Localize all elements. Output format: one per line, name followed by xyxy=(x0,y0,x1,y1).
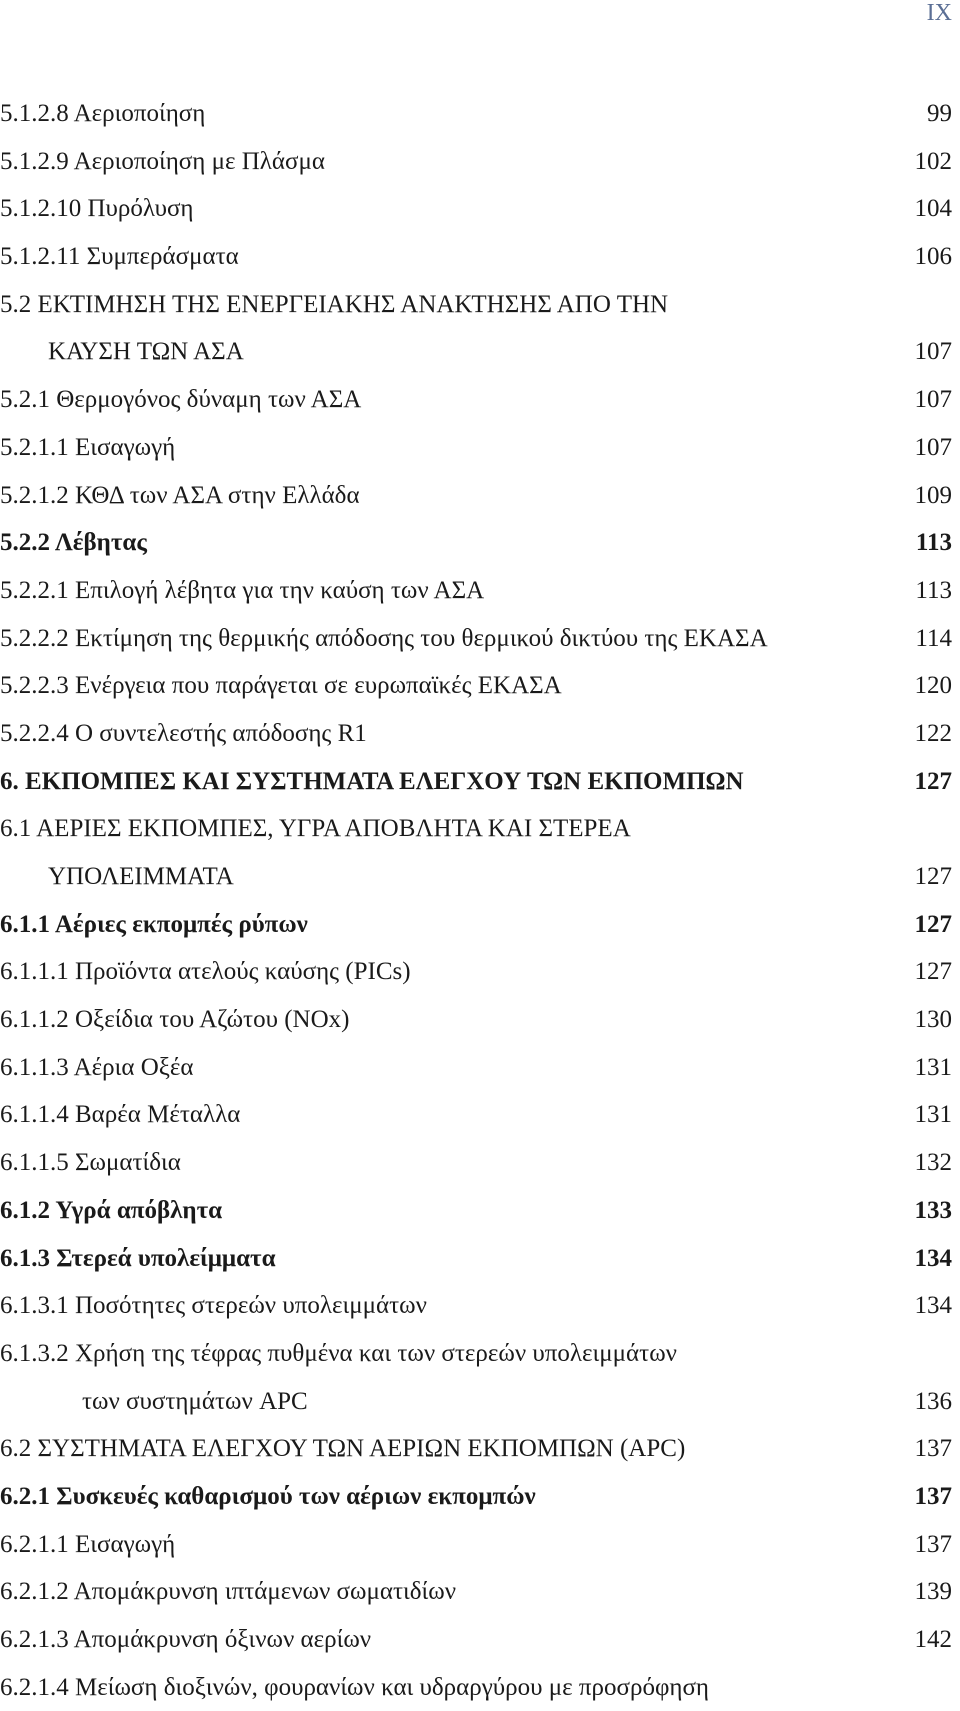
toc-entry-title: 6.2 ΣΥΣΤΗΜΑΤΑ ΕΛΕΓΧΟΥ ΤΩΝ ΑΕΡΙΩΝ ΕΚΠΟΜΠΩΝ (APC) xyxy=(0,1435,686,1463)
toc-entry-title: ΚΑΥΣΗ ΤΩΝ ΑΣΑ xyxy=(48,338,244,366)
toc-entry[interactable] xyxy=(0,710,952,758)
toc-entry[interactable] xyxy=(0,567,952,615)
toc-entry[interactable] xyxy=(0,1616,952,1664)
toc-entry-page-number: 99 xyxy=(927,100,952,127)
toc-entry-title: ΥΠΟΛΕΙΜΜΑΤΑ xyxy=(48,863,234,890)
toc-entry-page-number: 127 xyxy=(914,958,952,986)
toc-entry[interactable] xyxy=(0,376,952,424)
toc-entry[interactable] xyxy=(0,948,952,996)
toc-entry-title: 5.2.2.1 Επιλογή λέβητα για την καύση των ΑΣΑ xyxy=(0,576,485,604)
toc-entry-page-number: 107 xyxy=(914,433,952,461)
toc-entry[interactable] xyxy=(0,1664,952,1711)
toc-entry-title: 5.2.2.3 Ενέργεια που παράγεται σε ευρωπαϊκές ΕΚΑΣΑ xyxy=(0,672,562,700)
toc-entry[interactable] xyxy=(0,328,952,376)
toc-entry-page-number: 139 xyxy=(914,1578,952,1606)
toc-entry-page-number: 134 xyxy=(914,1244,952,1272)
toc-entry[interactable] xyxy=(0,662,952,710)
toc-entry[interactable] xyxy=(0,1521,952,1569)
toc-entry[interactable] xyxy=(0,519,952,567)
toc-entry[interactable] xyxy=(0,424,952,472)
toc-entry-title: 5.2.2 Λέβητας xyxy=(0,529,147,557)
toc-entry[interactable] xyxy=(0,185,952,233)
toc-entry[interactable] xyxy=(0,472,952,520)
page-number: IX xyxy=(926,0,952,26)
toc-entry-title: 6.1.2 Υγρά απόβλητα xyxy=(0,1196,223,1224)
toc-entry-page-number: 137 xyxy=(914,1530,952,1558)
toc-entry-page-number: 134 xyxy=(914,1292,952,1320)
toc-entry-title: 5.2.2.4 Ο συντελεστής απόδοσης R1 xyxy=(0,719,367,747)
toc-entry-page-number: 113 xyxy=(915,529,952,557)
toc-entry[interactable] xyxy=(0,90,952,138)
toc-entry[interactable] xyxy=(0,233,952,281)
table-of-contents xyxy=(0,90,952,1711)
toc-entry-title: 6. ΕΚΠΟΜΠΕΣ ΚΑΙ ΣΥΣΤΗΜΑΤΑ ΕΛΕΓΧΟΥ ΤΩΝ ΕΚΠΟΜΠΩΝ xyxy=(0,767,744,795)
toc-entry-title: 6.1.3 Στερεά υπολείμματα xyxy=(0,1244,276,1272)
toc-entry-title: 6.2.1.1 Εισαγωγή xyxy=(0,1530,176,1558)
toc-entry-page-number: 127 xyxy=(914,767,952,795)
toc-entry-page-number: 131 xyxy=(914,1101,952,1129)
toc-entry[interactable] xyxy=(0,758,952,806)
toc-entry-page-number: 136 xyxy=(914,1387,952,1415)
toc-entry-page-number: 137 xyxy=(914,1482,952,1510)
toc-entry-title: 6.1.3.1 Ποσότητες στερεών υπολειμμάτων xyxy=(0,1292,427,1320)
toc-entry-title: 6.1.1 Αέριες εκπομπές ρύπων xyxy=(0,910,308,938)
toc-entry-title: 6.1.1.3 Αέρια Οξέα xyxy=(0,1053,194,1081)
toc-entry-page-number: 131 xyxy=(914,1053,952,1081)
toc-entry-title: 5.2.1.2 ΚΘΔ των ΑΣΑ στην Ελλάδα xyxy=(0,481,360,509)
toc-entry[interactable] xyxy=(0,1378,952,1426)
toc-entry-page-number: 104 xyxy=(914,195,952,223)
toc-entry[interactable] xyxy=(0,901,952,949)
toc-entry[interactable] xyxy=(0,1091,952,1139)
toc-entry[interactable] xyxy=(0,281,952,329)
toc-entry-title: 6.2.1 Συσκευές καθαρισμού των αέριων εκπομπών xyxy=(0,1482,536,1510)
toc-entry[interactable] xyxy=(0,1282,952,1330)
toc-entry-title: 5.2 ΕΚΤΙΜΗΣΗ ΤΗΣ ΕΝΕΡΓΕΙΑΚΗΣ ΑΝΑΚΤΗΣΗΣ ΑΠΟ ΤΗΝ xyxy=(0,290,669,318)
toc-entry-page-number: 132 xyxy=(914,1149,952,1177)
toc-entry[interactable] xyxy=(0,1473,952,1521)
toc-entry[interactable] xyxy=(0,996,952,1044)
toc-entry-title: 6.1 ΑΕΡΙΕΣ ΕΚΠΟΜΠΕΣ, ΥΓΡΑ ΑΠΟΒΛΗΤΑ ΚΑΙ ΣΤΕΡΕΑ xyxy=(0,815,631,843)
toc-entry-page-number: 122 xyxy=(914,719,952,747)
toc-entry-page-number: 102 xyxy=(914,147,952,175)
toc-entry-title: 5.1.2.9 Αεριοποίηση με Πλάσμα xyxy=(0,147,325,175)
toc-entry-page-number: 107 xyxy=(914,386,952,414)
toc-entry-title: 6.1.3.2 Χρήση της τέφρας πυθμένα και των στερεών υπολειμμάτων xyxy=(0,1339,677,1367)
toc-entry-title: 6.1.1.5 Σωματίδια xyxy=(0,1149,181,1177)
toc-entry[interactable] xyxy=(0,1568,952,1616)
toc-entry-title: 6.2.1.2 Απομάκρυνση ιπτάμενων σωματιδίων xyxy=(0,1578,457,1606)
toc-entry[interactable] xyxy=(0,1139,952,1187)
toc-entry[interactable] xyxy=(0,1044,952,1092)
toc-entry-page-number: 133 xyxy=(914,1196,952,1224)
toc-entry[interactable] xyxy=(0,1235,952,1283)
toc-entry-title: 5.2.1 Θερμογόνος δύναμη των ΑΣΑ xyxy=(0,386,362,414)
toc-entry-page-number: 113 xyxy=(915,576,952,604)
toc-entry[interactable] xyxy=(0,805,952,853)
toc-entry-page-number: 130 xyxy=(914,1006,952,1034)
toc-entry-title: 5.1.2.8 Αεριοποίηση xyxy=(0,100,206,127)
toc-entry-page-number: 142 xyxy=(914,1626,952,1653)
toc-entry-title: 5.1.2.10 Πυρόλυση xyxy=(0,195,194,223)
toc-entry-page-number: 114 xyxy=(915,624,952,652)
toc-entry[interactable] xyxy=(0,1425,952,1473)
toc-entry-page-number: 107 xyxy=(914,338,952,366)
toc-entry-title: 5.2.1.1 Εισαγωγή xyxy=(0,433,176,461)
toc-entry-page-number: 109 xyxy=(914,481,952,509)
toc-entry-title: 6.2.1.4 Μείωση διοξινών, φουρανίων και υδραργύρου με προσρόφηση xyxy=(0,1673,710,1701)
toc-entry[interactable] xyxy=(0,138,952,186)
toc-entry-title: 6.1.1.1 Προϊόντα ατελούς καύσης (PICs) xyxy=(0,958,411,986)
toc-entry[interactable] xyxy=(0,1187,952,1235)
toc-entry-page-number: 137 xyxy=(914,1435,952,1463)
toc-entry-title: των συστημάτων APC xyxy=(82,1387,308,1415)
toc-entry[interactable] xyxy=(0,853,952,901)
toc-entry-title: 5.2.2.2 Εκτίμηση της θερμικής απόδοσης του θερμικού δικτύου της ΕΚΑΣΑ xyxy=(0,624,768,652)
toc-entry-title: 6.1.1.2 Οξείδια του Αζώτου (NOx) xyxy=(0,1006,350,1034)
toc-entry[interactable] xyxy=(0,1330,952,1378)
toc-entry-title: 5.1.2.11 Συμπεράσματα xyxy=(0,243,239,271)
toc-entry-page-number: 120 xyxy=(914,672,952,700)
toc-entry-page-number: 106 xyxy=(914,243,952,271)
toc-entry[interactable] xyxy=(0,615,952,663)
toc-entry-page-number: 127 xyxy=(914,910,952,938)
toc-entry-title: 6.2.1.3 Απομάκρυνση όξινων αερίων xyxy=(0,1626,372,1653)
toc-entry-page-number: 127 xyxy=(914,863,952,890)
toc-entry-title: 6.1.1.4 Βαρέα Μέταλλα xyxy=(0,1101,241,1129)
